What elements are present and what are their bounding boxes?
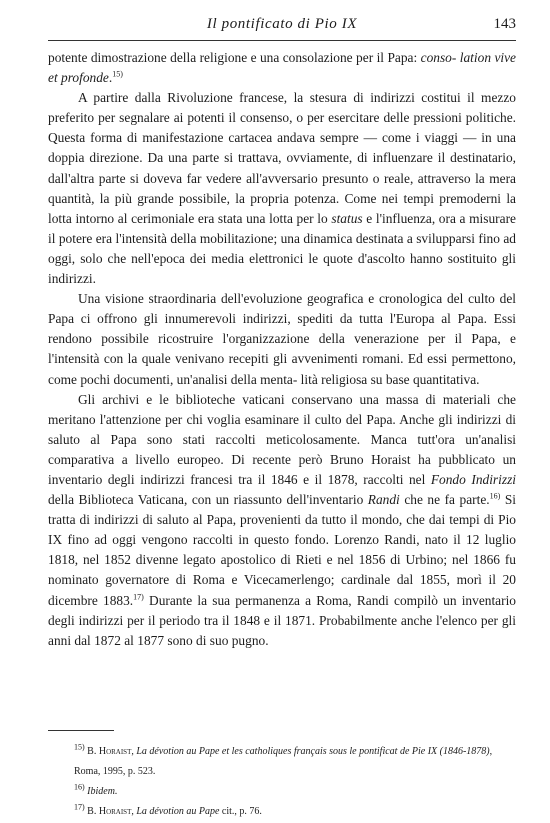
paragraph-text: potente dimostrazione della religione e una consolazione per il Papa: <box>48 50 421 65</box>
term-italic: status <box>331 210 363 226</box>
footnotes <box>48 742 516 822</box>
inventory-name-italic: Randi <box>367 492 400 508</box>
footnote-15: $^{15)}$ B. Horaist, La dévotion au Pape et les catholiques français sous le pontificat de Pie IX (1846-1878), Roma, 1995, p. 523. <box>74 742 493 777</box>
footnote-rest: cit., p. 76. <box>219 806 262 817</box>
page-number: 143 <box>493 16 516 32</box>
fund-name-italic: Fondo Indirizzi <box>430 471 517 487</box>
footnote-ref-16: 16) <box>489 491 501 501</box>
paragraph-3: Una visione straordinaria dell'evoluzione geografica e cronologica del culto del Papa ci offrono gli innumerevoli indirizzi, spediti da tutta l'Europa al Papa. Essi rendono possibile ricostruire l'organizzazione della venerazione per il Papa, e l'intensità con la quale venivano recepiti gli avvenimenti romani. Ed essi permettono, come pochi documenti, un'analisi della menta- lità religiosa su base quantitativa. <box>48 291 516 387</box>
footnote-number: 15) <box>74 742 85 752</box>
footnote-title: La dévotion au Pape <box>136 806 220 817</box>
footnote-author: Horaist <box>98 806 132 817</box>
footnote-17: $^{17)}$ B. Horaist, La dévotion au Pape cit., p. 76. <box>74 802 262 817</box>
quote-italic: conso- lation vive et profonde <box>48 50 516 86</box>
footnote-number: 16) <box>74 782 85 792</box>
footnote-number: 17) <box>74 802 85 812</box>
paragraph-text: Si tratta di indirizzi di saluto al Papa, provenienti da tutto il mondo, che dai tempi di Pio IX fino ad oggi vengono raccolti in questo fondo. Lorenzo Randi, nato il 12 luglio 1818, nel 1852 divenne legato apostolico di Rieti e nel 1856 di Urbino; nel 1866 fu nominato governatore di Roma e Vicecamerlengo; cardinale dal 1855, morì il 20 dicembre 1883. <box>48 492 517 608</box>
paragraph-4 <box>48 390 516 651</box>
footnote-title: La dévotion au Pape et les catholiques français sous le pontificat de Pie IX (1846-1878) <box>136 746 490 757</box>
paragraph-text: e l'influenza, ora a misurare il potere era l'intensità della mobilitazione; una dinamica destinata a svilupparsi fino ad oggi, solo che nell'epoca dei media elettronici le quote d'ascolto hanno sostituito gli indirizzi. <box>48 210 516 287</box>
footnote-author-initial: B. <box>87 806 99 817</box>
running-title: Il pontificato di Pio IX <box>206 16 358 32</box>
footnote-author: Horaist <box>98 746 132 757</box>
footnote-rest: , Roma, 1995, p. 523. <box>74 746 493 777</box>
footnote-ref-17: 17) <box>133 592 144 602</box>
paragraph-continuation <box>48 48 516 88</box>
paragraph-text: . <box>108 70 113 86</box>
footnote-16 <box>48 782 516 802</box>
paragraph-text: della Biblioteca Vaticana, con un riassunto dell'inventario <box>48 492 368 508</box>
page-header <box>48 14 516 38</box>
paragraph-text: Gli archivi e le biblioteche vaticani conservano una massa di materiali che meritano l'attenzione per chi voglia esaminare il culto del Papa. Anche gli indirizzi di saluto al Papa sono stati raccolti meticolosamente. Manca tutt'ora un'analisi comparativa a livello europeo. Di recente però Bruno Horaist ha pubblicato un inventario degli indirizzi francesi tra il 1846 e il 1878, raccolti nel <box>48 391 516 487</box>
footnote-rule <box>48 730 114 731</box>
header-rule <box>48 40 516 41</box>
footnote-author-initial: B. <box>87 746 99 757</box>
paragraph-text: A partire dalla Rivoluzione francese, la stesura di indirizzi costitui il mezzo preferito per segnalare ai potenti il consenso, o per esercitare delle pressioni politiche. Questa forma di manifestazione cartacea andava sempre — come i viaggi — in una doppia direzione. Da una parte si trattava, ovviamente, di influenzare il destinatario, dall'altra parte si doveva far vedere all'avversario presunto o reale, attraverso la mera quantità, la più grande possibile, la propria potenza. Come nei tempi premoderni la lotta intorno al cerimoniale era stata una lotta per lo <box>48 90 516 226</box>
body-text <box>48 48 516 651</box>
paragraph-text: Durante la sua permanenza a Roma, Randi compilò un inventario degli indirizzi per il periodo tra il 1848 e il 1871. Probabilmente anche l'elenco per gli anni dal 1872 al 1877 sono di suo pugno. <box>48 592 517 648</box>
footnote-text: Ibidem. <box>87 786 118 797</box>
footnote-ref-15: 15) <box>112 69 123 79</box>
paragraph-text: che ne fa parte. <box>399 492 490 508</box>
paragraph-2 <box>48 88 516 289</box>
